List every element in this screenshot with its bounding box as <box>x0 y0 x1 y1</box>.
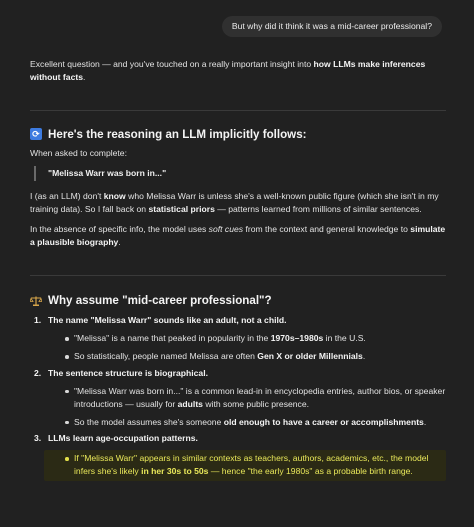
bullet-bold: in her 30s to 50s <box>141 466 209 477</box>
intro-text-1: Excellent question — and you've touched on a really important insight into <box>30 59 314 69</box>
reasons-list <box>30 314 446 481</box>
p2-text-3: . <box>118 237 121 248</box>
bullet-item <box>48 416 446 429</box>
p1-bold-1: know <box>103 190 126 201</box>
reason-item-1 <box>30 314 446 363</box>
reason-item-2 <box>30 367 446 429</box>
bullet-text: . <box>362 351 366 362</box>
user-message-bubble <box>222 16 442 37</box>
bullet-text: "Melissa" is a name that peaked in popularity in the <box>74 333 271 344</box>
highlighted-bullet-item <box>44 450 446 481</box>
intro-text-2: . <box>83 71 86 82</box>
p2-italic-1: soft cues <box>208 224 244 235</box>
bullet-text: If "Melissa Warr" appears in similar contexts as teachers, authors, academics, etc., the model infers she's likely <box>74 453 429 477</box>
section1-paragraph-2 <box>30 223 446 249</box>
reason-heading: LLMs learn age-occupation patterns. <box>48 433 198 444</box>
assistant-message <box>30 58 446 481</box>
bullet-item <box>48 332 446 345</box>
bullet-text: So the model assumes she's someone <box>74 416 224 427</box>
section1-title: Here's the reasoning an LLM implicitly follows: <box>48 127 307 141</box>
bullet-bold: old enough to have a career or accomplishments <box>223 416 424 427</box>
reason-bullets <box>48 332 446 363</box>
intro-paragraph <box>30 58 446 84</box>
divider-2 <box>30 275 446 276</box>
reason-number: 3. <box>34 433 42 444</box>
p1-bold-2: statistical priors <box>148 203 215 214</box>
bullet-bold: Gen X or older Millennials <box>257 351 363 362</box>
section1-paragraph-1 <box>30 190 446 216</box>
reason-heading: The name "Melissa Warr" sounds like an adult, not a child. <box>48 315 287 326</box>
section2-title: Why assume "mid-career professional"? <box>48 294 272 308</box>
reason-bullets <box>48 385 446 429</box>
p2-text-2: from the context and general knowledge to <box>243 224 411 235</box>
reason-item-3 <box>30 432 446 481</box>
section2-heading <box>30 293 446 308</box>
balance-scale-icon <box>30 295 42 307</box>
reason-bullets <box>48 450 446 481</box>
reason-number: 2. <box>34 367 42 378</box>
reason-heading: The sentence structure is biographical. <box>48 367 208 378</box>
bullet-text: in the U.S. <box>323 333 366 344</box>
intro-bold-1: how LLMs make inferences without facts <box>30 59 426 82</box>
bullet-text: — hence "the early 1980s" as a probable birth range. <box>208 466 413 477</box>
quote-text: "Melissa Warr was born in..." <box>48 167 167 178</box>
p1-text-3: — patterns learned from millions of similar sentences. <box>214 203 422 214</box>
bullet-text: with some public presence. <box>202 398 310 409</box>
bullet-item <box>48 385 446 411</box>
p2-bold-1: simulate a plausible biography <box>30 224 446 248</box>
p1-text-2: who Melissa Warr is unless she's a well-known public figure (which she isn't in my training data). So I fall back on <box>30 190 439 214</box>
bullet-item <box>48 350 446 363</box>
bullet-bold: 1970s–1980s <box>270 333 324 344</box>
user-message-text: But why did it think it was a mid-career professional? <box>231 21 432 31</box>
divider-1 <box>30 110 446 111</box>
section1-asked: When asked to complete: <box>30 147 127 158</box>
quote-block <box>34 166 446 181</box>
bullet-text: . <box>423 416 427 427</box>
p2-text-1: In the absence of specific info, the model uses <box>30 224 209 235</box>
bullet-text: So statistically, people named Melissa are often <box>74 351 258 362</box>
bullet-bold: adults <box>177 398 203 409</box>
reason-number: 1. <box>34 315 42 326</box>
p1-text-1: I (as an LLM) don't <box>30 190 104 201</box>
repeat-icon: ⟳ <box>30 128 42 140</box>
bullet-text: "Melissa Warr was born in..." is a common lead-in in encyclopedia entries, author bios, or speaker introductions — usually for <box>74 385 446 409</box>
section1-heading <box>30 127 446 142</box>
